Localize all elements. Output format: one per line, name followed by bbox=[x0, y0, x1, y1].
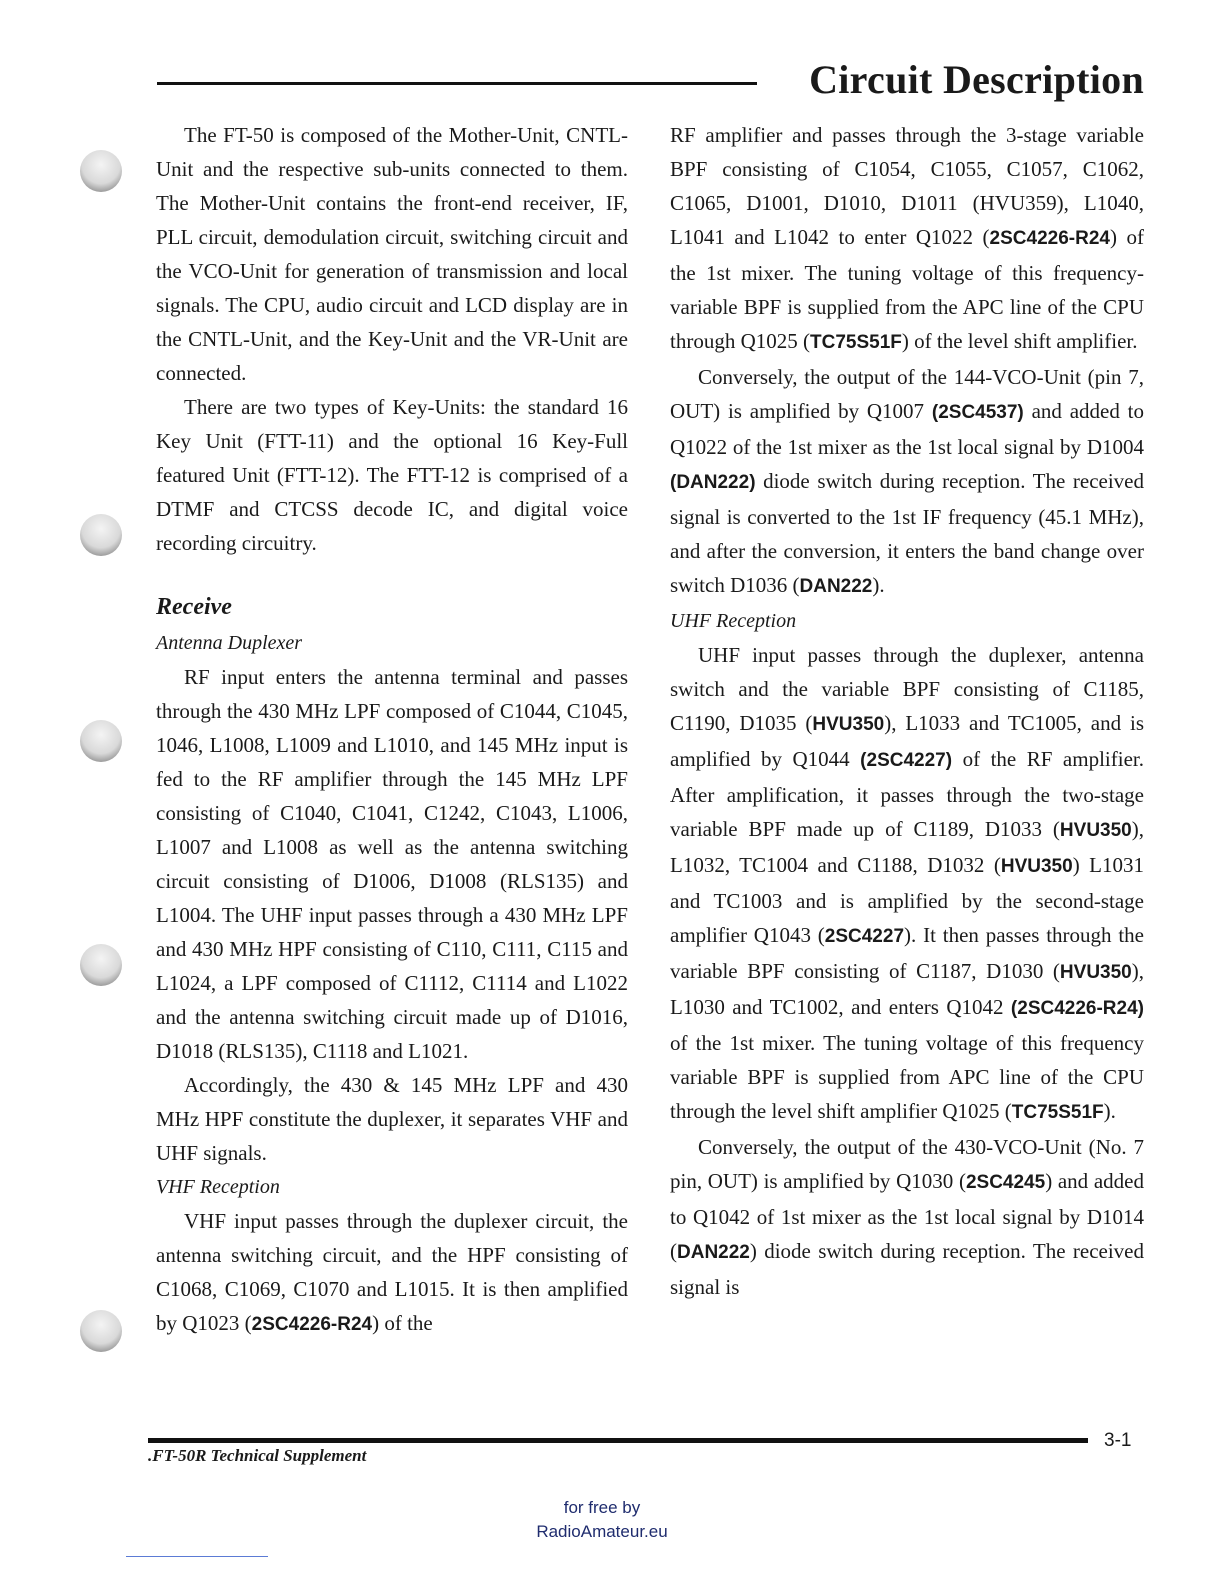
paragraph-text: diode switch during reception. The received signal is converted to the 1st IF frequency (45.1 MHz), and after the conversion, it enters the band change over switch D1036 ( bbox=[670, 469, 1144, 597]
paragraph bbox=[156, 1204, 628, 1342]
page-number: 3-1 bbox=[1104, 1430, 1132, 1451]
subhead-uhf-reception: UHF Reception bbox=[670, 610, 797, 632]
binder-hole-4 bbox=[80, 944, 122, 986]
part-number: (2SC4226-R24) bbox=[1010, 998, 1144, 1019]
binder-hole-1 bbox=[80, 150, 122, 192]
paragraph-text: Accordingly, the 430 & 145 MHz LPF and 430 MHz HPF constitute the duplexer, it separates VHF and UHF signals. bbox=[156, 1073, 628, 1165]
part-number: TC75S51F bbox=[1011, 1102, 1104, 1123]
footer-manual-title: .FT-50R Technical Supplement bbox=[148, 1446, 367, 1465]
paragraph-text: ) of the 1st mixer. The tuning voltage of this frequency-variable BPF is supplied from the APC line of the CPU through Q1025 ( bbox=[670, 225, 1144, 353]
part-number: HVU350 bbox=[1059, 962, 1132, 983]
paragraph bbox=[156, 118, 628, 390]
part-number: (2SC4537) bbox=[931, 402, 1024, 423]
section-title-receive: Receive bbox=[156, 594, 232, 620]
paragraph-text: of the 1st mixer. The tuning voltage of this frequency variable BPF is supplied from APC line of the CPU through the level shift amplifier Q1025 ( bbox=[670, 1031, 1144, 1123]
binder-hole-3 bbox=[80, 720, 122, 762]
paragraph-text: ), L1030 and TC1002, and enters Q1042 bbox=[670, 959, 1144, 1019]
paragraph-text: There are two types of Key-Units: the standard 16 Key Unit (FTT-11) and the optional 16 Key-Full featured Unit (FTT-12). The FTT-12 is comprised of a DTMF and CTCSS decode IC, and digital voice recording circuitry. bbox=[156, 395, 628, 555]
paragraph-text: RF input enters the antenna terminal and passes through the 430 MHz LPF composed of C1044, C1045, 1046, L1008, L1009 and L1010, and 145 MHz input is fed to the RF amplifier through the 145 MHz LPF consisting of C1040, C1041, C1242, C1043, L1006, L1007 and L1008 as well as the antenna switching circuit consisting of D1006, D1008 (RLS135) and L1004. The UHF input passes through a 430 MHz LPF and 430 MHz HPF consisting of C110, C111, C115 and L1024, a LPF composed of C1112, C1114 and L1022 and the antenna switching circuit made up of D1016, D1018 (RLS135), C1118 and L1021. bbox=[156, 665, 628, 1063]
vhf-reception-text bbox=[156, 1204, 628, 1342]
paragraph-text: ) and added to Q1042 of 1st mixer as the 1st local signal by D1014 ( bbox=[670, 1169, 1144, 1263]
page-title: Circuit Description bbox=[809, 57, 1144, 102]
right-column bbox=[670, 118, 1144, 1304]
paragraph-text: ), L1032, TC1004 and C1188, D1032 ( bbox=[670, 817, 1144, 877]
vhf-reception-continued-text bbox=[670, 118, 1144, 604]
header-rule bbox=[157, 82, 757, 85]
part-number: DAN222 bbox=[799, 576, 873, 597]
paragraph bbox=[670, 360, 1144, 604]
part-number: 2SC4227 bbox=[824, 926, 905, 947]
paragraph-text: ), L1033 and TC1005, and is amplified by Q1044 bbox=[670, 711, 1144, 771]
paragraph-text: ). bbox=[872, 573, 885, 597]
part-number: 2SC4226-R24 bbox=[989, 228, 1110, 249]
credit-line-1: for free by bbox=[563, 1498, 641, 1517]
paragraph-text: ). It then passes through the variable BPF consisting of C1187, D1030 ( bbox=[670, 923, 1145, 983]
paragraph-text: UHF input passes through the duplexer, antenna switch and the variable BPF consisting of C1185, C1190, D1035 ( bbox=[670, 643, 1144, 735]
antenna-duplexer-text bbox=[156, 660, 628, 1170]
subhead-antenna-duplexer: Antenna Duplexer bbox=[156, 632, 303, 654]
uhf-reception-text bbox=[670, 638, 1144, 1304]
part-number: HVU350 bbox=[1059, 820, 1132, 841]
paragraph-text: VHF input passes through the duplexer circuit, the antenna switching circuit, and the HPF consisting of C1068, C1069, C1070 and L1015. It is then amplified by Q1023 ( bbox=[156, 1209, 628, 1335]
paragraph-text: ) of the level shift amplifier. bbox=[901, 329, 1138, 353]
part-number: DAN222 bbox=[677, 1242, 750, 1263]
intro-text bbox=[156, 118, 628, 560]
part-number: HVU350 bbox=[812, 714, 885, 735]
paragraph bbox=[156, 660, 628, 1068]
paragraph-text: of the RF amplifier. After amplification, it passes through the two-stage variable BPF made up of C1189, D1033 ( bbox=[670, 747, 1144, 841]
paragraph-text: RF amplifier and passes through the 3-stage variable BPF consisting of C1054, C1055, C1057, C1062, C1065, D1001, D1010, D1011 (HVU359), L1040, L1041 and L1042 to enter Q1022 ( bbox=[670, 123, 1144, 249]
part-number: (DAN222) bbox=[670, 472, 756, 493]
left-column bbox=[156, 118, 628, 1342]
binder-hole-2 bbox=[80, 514, 122, 556]
footer-rule bbox=[148, 1438, 1088, 1443]
paragraph-text: ) of the bbox=[372, 1311, 433, 1335]
link-underline bbox=[126, 1556, 268, 1557]
paragraph bbox=[670, 118, 1144, 360]
part-number: (2SC4227) bbox=[860, 750, 953, 771]
paragraph-text: ). bbox=[1103, 1099, 1116, 1123]
paragraph-text: ) L1031 and TC1003 and is amplified by the second-stage amplifier Q1043 ( bbox=[670, 853, 1144, 947]
part-number: HVU350 bbox=[1000, 856, 1073, 877]
paragraph bbox=[156, 390, 628, 560]
subhead-vhf-reception: VHF Reception bbox=[156, 1176, 280, 1198]
paragraph bbox=[670, 1130, 1144, 1304]
part-number: TC75S51F bbox=[810, 332, 902, 353]
paragraph-text: The FT-50 is composed of the Mother-Unit, CNTL-Unit and the respective sub-units connected to them. The Mother-Unit contains the front-end receiver, IF, PLL circuit, demodulation circuit, switching circuit and the VCO-Unit for generation of transmission and local signals. The CPU, audio circuit and LCD display are in the CNTL-Unit, and the Key-Unit and the VR-Unit are connected. bbox=[156, 123, 628, 385]
binder-hole-5 bbox=[80, 1310, 122, 1352]
credit-link[interactable]: RadioAmateur.eu bbox=[536, 1522, 668, 1541]
paragraph-text: and added to Q1022 of the 1st mixer as the 1st local signal by D1004 bbox=[670, 399, 1145, 459]
paragraph-text: Conversely, the output of the 430-VCO-Unit (No. 7 pin, OUT) is amplified by Q1030 ( bbox=[670, 1135, 1144, 1193]
paragraph bbox=[156, 1068, 628, 1170]
paragraph-text: ) diode switch during reception. The received signal is bbox=[670, 1239, 1144, 1299]
paragraph bbox=[670, 638, 1144, 1130]
part-number: 2SC4245 bbox=[965, 1172, 1046, 1193]
part-number: 2SC4226-R24 bbox=[251, 1314, 373, 1335]
paragraph-text: Conversely, the output of the 144-VCO-Unit (pin 7, OUT) is amplified by Q1007 bbox=[670, 365, 1144, 423]
